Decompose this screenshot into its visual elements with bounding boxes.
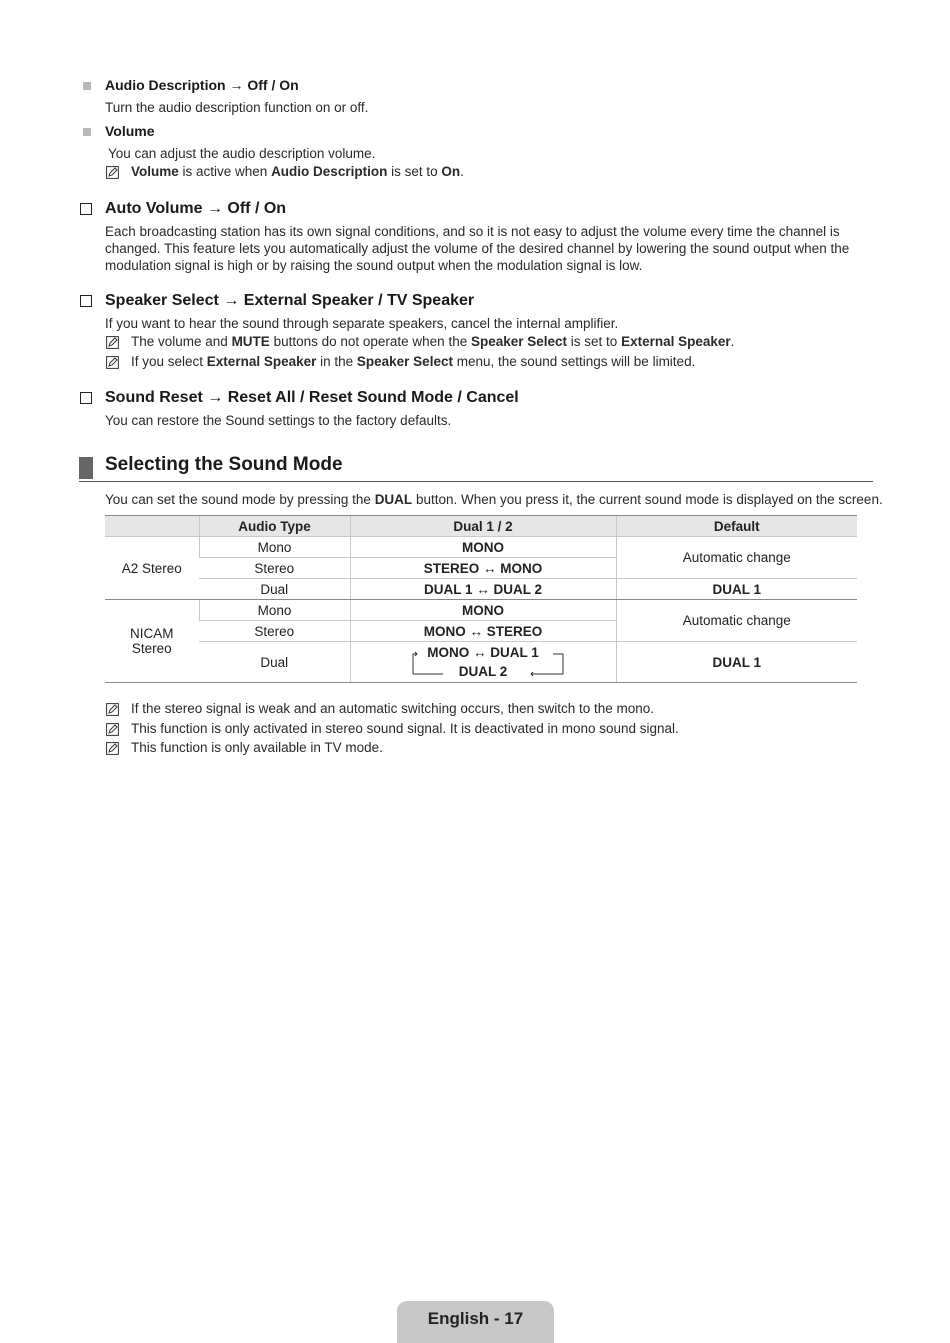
sound-mode-table	[105, 515, 857, 683]
table-header: Default	[616, 516, 857, 537]
table-row	[105, 537, 857, 558]
table-header: Audio Type	[199, 516, 350, 537]
table-cell: Mono	[199, 537, 350, 558]
table-cell: MONO ↔ STEREO	[350, 621, 616, 642]
section-heading	[79, 454, 873, 482]
checkbox-bullet-icon	[80, 203, 92, 215]
dual-cycle-bottom: DUAL 2	[458, 664, 508, 679]
table-cell: Dual	[199, 579, 350, 600]
right-arrow-icon: →	[229, 77, 244, 93]
checkbox-bullet-icon	[80, 392, 92, 404]
volume-desc: You can adjust the audio description volume.	[108, 146, 376, 161]
table-cell: Automatic change	[616, 600, 857, 642]
a2-stereo-label: A2 Stereo	[105, 537, 199, 600]
audio-description-desc: Turn the audio description function on or off.	[105, 100, 369, 115]
volume-note: Volume is active when Audio Description is set to On.	[131, 164, 464, 179]
table-header: Dual 1 / 2	[350, 516, 616, 537]
sound-reset-desc: You can restore the Sound settings to the factory defaults.	[105, 413, 452, 428]
right-arrow-icon: →	[207, 389, 224, 406]
table-cell: DUAL 1 ↔ DUAL 2	[350, 579, 616, 600]
table-cell: Stereo	[199, 621, 350, 642]
checkbox-bullet-icon	[80, 295, 92, 307]
note-icon	[106, 166, 119, 179]
page-title: Selecting the Sound Mode	[105, 454, 343, 475]
table-cell: DUAL 1	[616, 642, 857, 683]
page-number-tab	[397, 1301, 554, 1343]
note-icon	[106, 356, 119, 369]
note-icon	[106, 703, 119, 716]
table-header-row	[105, 516, 857, 537]
speaker-select-note-1: The volume and MUTE buttons do not operate when the Speaker Select is set to External Speaker.	[131, 334, 735, 349]
dual-cycle-top: MONO ↔ DUAL 1	[427, 645, 539, 660]
audio-description-label: Audio Description	[105, 77, 226, 93]
square-bullet-icon	[83, 82, 91, 90]
table-header	[105, 516, 199, 537]
note-icon	[106, 742, 119, 755]
square-bullet-icon	[83, 128, 91, 136]
audio-description-title	[105, 77, 299, 93]
auto-volume-line: Each broadcasting station has its own signal conditions, and so it is not easy to adjust the volume every time the channel is	[105, 224, 840, 239]
note-text: If the stereo signal is weak and an automatic switching occurs, then switch to the mono.	[131, 701, 655, 716]
nicam-stereo-label: NICAM Stereo	[105, 600, 199, 683]
note-icon	[106, 336, 119, 349]
table-row	[105, 642, 857, 683]
audio-description-options: Off / On	[247, 77, 299, 93]
auto-volume-desc	[105, 223, 849, 274]
table-cell: Mono	[199, 600, 350, 621]
speaker-select-title: Speaker Select → External Speaker / TV Speaker	[105, 292, 475, 309]
note-text: This function is only available in TV mode.	[131, 740, 383, 755]
table-row	[105, 600, 857, 621]
speaker-select-desc: If you want to hear the sound through separate speakers, cancel the internal amplifier.	[105, 316, 619, 331]
table-cell: Dual	[199, 642, 350, 683]
volume-title: Volume	[105, 123, 155, 139]
table-cell	[350, 642, 616, 683]
auto-volume-line: modulation signal is high or by raising the sound output when the modulation signal is low.	[105, 258, 643, 273]
speaker-select-note-2: If you select External Speaker in the Speaker Select menu, the sound settings will be limited.	[131, 354, 696, 369]
page-number: English - 17	[427, 1309, 524, 1328]
note-icon	[106, 723, 119, 736]
table-cell: STEREO ↔ MONO	[350, 558, 616, 579]
table-cell: DUAL 1	[616, 579, 857, 600]
table-row	[105, 579, 857, 600]
right-arrow-icon: →	[223, 292, 240, 309]
table-cell: Stereo	[199, 558, 350, 579]
right-arrow-icon: →	[206, 200, 223, 217]
table-cell: MONO	[350, 600, 616, 621]
auto-volume-title: Auto Volume → Off / On	[105, 200, 287, 217]
auto-volume-line: changed. This feature lets you automatically adjust the volume of the desired channel by lowering the sound output when the	[105, 241, 850, 256]
sound-mode-intro: You can set the sound mode by pressing the DUAL button. When you press it, the current sound mode is displayed on the screen.	[105, 492, 883, 507]
note-text: This function is only activated in stereo sound signal. It is deactivated in mono sound signal.	[131, 721, 679, 736]
heading-bar-icon	[79, 457, 93, 479]
sound-reset-title: Sound Reset → Reset All / Reset Sound Mode / Cancel	[105, 389, 519, 406]
table-cell: Automatic change	[616, 537, 857, 579]
table-cell: MONO	[350, 537, 616, 558]
